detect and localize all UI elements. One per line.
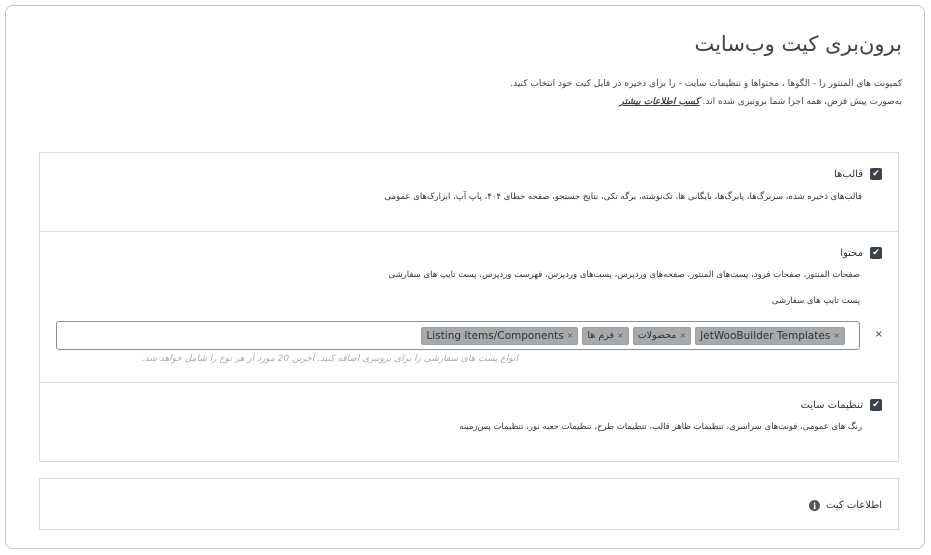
tag-chip — [633, 327, 691, 345]
tag-label: JetWooBuilder Templates — [700, 329, 831, 342]
tag-remove-icon[interactable]: × — [617, 331, 624, 340]
templates-description: قالب‌های ذخیره شده، سربرگ‌ها، پابرگ‌ها، بایگانی ها، تک‌نوشته، برگه تکی، نتایج جستجو، صفحه خطای ۴۰۴، پاپ آپ، ابزارک‌های عمومی — [384, 192, 862, 202]
tag-remove-icon[interactable]: × — [679, 331, 687, 340]
tag-label: محصولات — [637, 330, 677, 341]
description-line-2-text: به‌صورت پیش فرض، همه اجزا شما برونبری شده اند. — [702, 97, 902, 107]
tag-chip — [421, 327, 578, 345]
kit-info-panel[interactable] — [39, 478, 899, 530]
tag-chip — [695, 327, 845, 345]
site-settings-check-row[interactable] — [801, 399, 882, 411]
learn-more-link[interactable]: کسب اطلاعات بیشتر — [619, 97, 700, 107]
checkmark-icon: ✔ — [872, 399, 880, 410]
tag-remove-icon[interactable]: × — [566, 331, 574, 340]
export-options-panel — [39, 152, 899, 462]
checkmark-icon: ✔ — [872, 247, 880, 258]
content-section — [40, 232, 898, 383]
page-description — [510, 75, 902, 111]
site-settings-section — [40, 383, 898, 463]
post-types-label: پست تایپ های سفارشی — [771, 296, 860, 306]
tag-remove-icon[interactable]: × — [833, 331, 840, 340]
kit-info-label: اطلاعات کیت — [826, 500, 882, 511]
tag-chip — [582, 327, 628, 345]
templates-label: قالب‌ها — [833, 168, 863, 180]
content-description: صفحات المنتور، صفحات فرود، پست‌های المنتور، صفحه‌های وردپرس، پست‌های وردپرس، فهرست وردپرس، پست تایپ های سفارشی — [388, 270, 860, 280]
site-settings-label: تنظیمات سایت — [800, 399, 863, 411]
site-settings-description: رنگ های عمومی، فونت‌های سراسری، تنظیمات ظاهر قالب، تنظیمات طرح، تنظیمات جعبه نور، تنظیمات پس‌زمینه — [459, 422, 862, 432]
page-title: برون‌بری کیت وب‌سایت — [694, 32, 902, 56]
description-line-1: کمپونت های المنتور را - الگوها ، محتواها و تنظیمات سایت - را برای ذخیره در فایل کیت خود انتخاب کنید. — [510, 79, 902, 89]
post-types-hint: انواع پست های سفارشی را برای برونبری اضافه کنید. آخرین 20 مورد از هر نوع را شامل خواهد شد. — [141, 354, 518, 364]
export-kit-page — [5, 5, 925, 549]
templates-check-row[interactable] — [834, 168, 882, 180]
clear-tags-icon[interactable]: × — [874, 329, 883, 340]
templates-checkbox[interactable] — [870, 168, 882, 180]
content-label: محتوا — [840, 247, 863, 259]
description-line-2 — [510, 93, 902, 111]
content-check-row[interactable] — [840, 247, 882, 259]
tag-label: فرم ها — [587, 330, 614, 341]
site-settings-checkbox[interactable] — [870, 399, 882, 411]
custom-post-types-input[interactable] — [56, 321, 860, 350]
kit-info-row[interactable] — [809, 500, 882, 511]
content-checkbox[interactable] — [870, 247, 882, 259]
templates-section — [40, 153, 898, 232]
tag-label: Listing Items/Components — [426, 329, 564, 342]
checkmark-icon: ✔ — [872, 168, 880, 179]
info-icon[interactable]: i — [809, 500, 820, 511]
